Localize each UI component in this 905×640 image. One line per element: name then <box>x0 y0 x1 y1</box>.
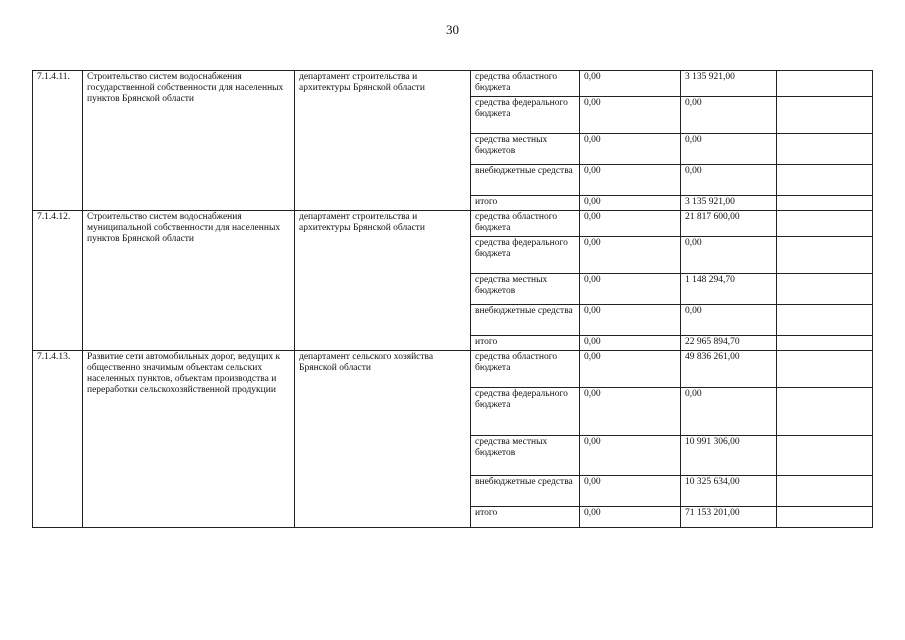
amount-col-1: 0,00 <box>580 336 681 351</box>
amount-col-1: 0,00 <box>580 165 681 196</box>
funding-source: внебюджетные средства <box>471 305 580 336</box>
funding-source: итого <box>471 336 580 351</box>
item-code: 7.1.4.13. <box>33 351 83 528</box>
amount-col-2: 22 965 894,70 <box>681 336 777 351</box>
funding-source: средства местных бюджетов <box>471 274 580 305</box>
amount-col-3 <box>777 211 873 237</box>
amount-col-3 <box>777 436 873 476</box>
item-name: Развитие сети автомобильных дорог, ведущих к общественно значимым объектам сельских населенных пунктов, объектам производства и переработки сельскохозяйственной продукции <box>83 351 295 528</box>
amount-col-3 <box>777 165 873 196</box>
amount-col-1: 0,00 <box>580 211 681 237</box>
amount-col-1: 0,00 <box>580 134 681 165</box>
amount-col-2: 0,00 <box>681 134 777 165</box>
funding-source: средства областного бюджета <box>471 71 580 97</box>
amount-col-1: 0,00 <box>580 196 681 211</box>
amount-col-2: 21 817 600,00 <box>681 211 777 237</box>
amount-col-3 <box>777 274 873 305</box>
amount-col-3 <box>777 237 873 274</box>
amount-col-1: 0,00 <box>580 507 681 528</box>
amount-col-2: 49 836 261,00 <box>681 351 777 388</box>
amount-col-3 <box>777 71 873 97</box>
amount-col-3 <box>777 351 873 388</box>
item-executor: департамент строительства и архитектуры Брянской области <box>295 71 471 211</box>
funding-source: средства федерального бюджета <box>471 237 580 274</box>
item-executor: департамент сельского хозяйства Брянской области <box>295 351 471 528</box>
item-executor: департамент строительства и архитектуры Брянской области <box>295 211 471 351</box>
amount-col-2: 0,00 <box>681 165 777 196</box>
amount-col-1: 0,00 <box>580 476 681 507</box>
table-row <box>33 351 873 388</box>
budget-table-body <box>33 71 873 528</box>
item-name: Строительство систем водоснабжения муниципальной собственности для населенных пунктов Брянской области <box>83 211 295 351</box>
amount-col-1: 0,00 <box>580 388 681 436</box>
funding-source: средства федерального бюджета <box>471 388 580 436</box>
amount-col-3 <box>777 476 873 507</box>
funding-source: средства областного бюджета <box>471 211 580 237</box>
amount-col-1: 0,00 <box>580 71 681 97</box>
amount-col-1: 0,00 <box>580 274 681 305</box>
amount-col-1: 0,00 <box>580 436 681 476</box>
amount-col-1: 0,00 <box>580 305 681 336</box>
page-number: 30 <box>446 22 459 37</box>
amount-col-2: 10 991 306,00 <box>681 436 777 476</box>
budget-table <box>32 70 873 528</box>
amount-col-2: 3 135 921,00 <box>681 196 777 211</box>
funding-source: средства федерального бюджета <box>471 97 580 134</box>
amount-col-3 <box>777 507 873 528</box>
amount-col-1: 0,00 <box>580 97 681 134</box>
amount-col-3 <box>777 388 873 436</box>
amount-col-2: 0,00 <box>681 237 777 274</box>
amount-col-2: 1 148 294,70 <box>681 274 777 305</box>
amount-col-3 <box>777 336 873 351</box>
funding-source: внебюджетные средства <box>471 165 580 196</box>
item-code: 7.1.4.12. <box>33 211 83 351</box>
amount-col-2: 3 135 921,00 <box>681 71 777 97</box>
amount-col-1: 0,00 <box>580 237 681 274</box>
item-code: 7.1.4.11. <box>33 71 83 211</box>
amount-col-1: 0,00 <box>580 351 681 388</box>
amount-col-3 <box>777 97 873 134</box>
item-name: Строительство систем водоснабжения государственной собственности для населенных пунктов Брянской области <box>83 71 295 211</box>
table-row <box>33 211 873 237</box>
table-row <box>33 71 873 97</box>
funding-source: итого <box>471 196 580 211</box>
amount-col-3 <box>777 305 873 336</box>
funding-source: итого <box>471 507 580 528</box>
funding-source: внебюджетные средства <box>471 476 580 507</box>
amount-col-2: 10 325 634,00 <box>681 476 777 507</box>
funding-source: средства местных бюджетов <box>471 134 580 165</box>
funding-source: средства местных бюджетов <box>471 436 580 476</box>
amount-col-3 <box>777 134 873 165</box>
funding-source: средства областного бюджета <box>471 351 580 388</box>
amount-col-2: 71 153 201,00 <box>681 507 777 528</box>
amount-col-2: 0,00 <box>681 388 777 436</box>
amount-col-2: 0,00 <box>681 97 777 134</box>
amount-col-2: 0,00 <box>681 305 777 336</box>
amount-col-3 <box>777 196 873 211</box>
